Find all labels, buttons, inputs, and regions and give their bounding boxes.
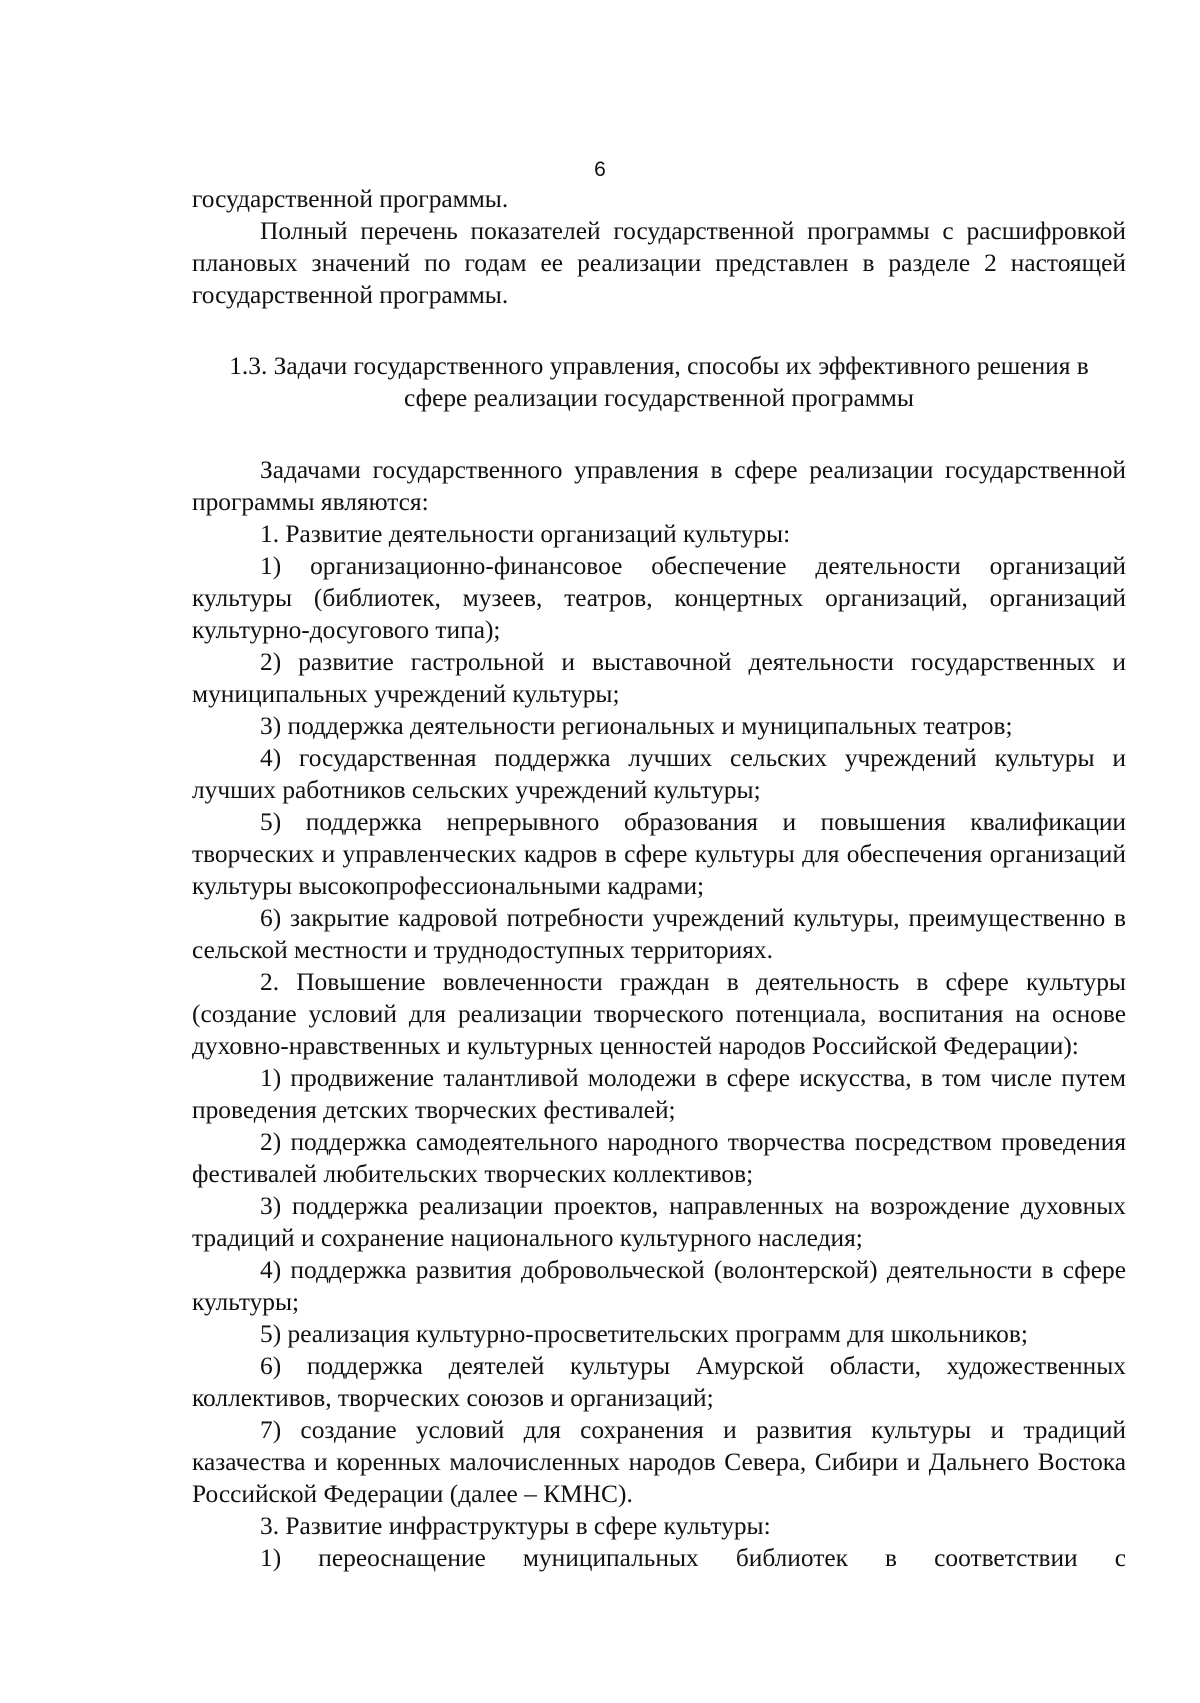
task-2-item-5: 5) реализация культурно-просветительских программ для школьников;	[260, 1320, 1028, 1348]
paragraph-indicators: Полный перечень показателей государственной программы с расшифровкой плановых значений по годам ее реализации представлен в разделе 2 настоящей государственной программы.	[192, 217, 1126, 309]
task-1-item-2: 2) развитие гастрольной и выставочной деятельности государственных и муниципальных учреждений культуры;	[192, 648, 1126, 708]
task-1-item-5: 5) поддержка непрерывного образования и повышения квалификации творческих и управленческих кадров в сфере культуры для обеспечения организаций культуры высокопрофессиональными кадрами;	[192, 808, 1126, 900]
task-2-item-6: 6) поддержка деятелей культуры Амурской области, художественных коллективов, творческих союзов и организаций;	[192, 1352, 1126, 1412]
section-heading-line-1: 1.3. Задачи государственного управления, способы их эффективного решения в	[229, 352, 1089, 380]
task-2-item-3: 3) поддержка реализации проектов, направленных на возрождение духовных традиций и сохранение национального культурного наследия;	[192, 1192, 1126, 1252]
task-1-item-6: 6) закрытие кадровой потребности учреждений культуры, преимущественно в сельской местности и труднодоступных территориях.	[192, 904, 1126, 964]
task-3-title: 3. Развитие инфраструктуры в сфере культуры:	[260, 1512, 771, 1540]
page-content	[192, 183, 1126, 1574]
section-heading	[192, 350, 1126, 414]
task-1-item-4: 4) государственная поддержка лучших сельских учреждений культуры и лучших работников сельских учреждений культуры;	[192, 744, 1126, 804]
page-number: 6	[594, 158, 606, 181]
section-heading-line-2: сфере реализации государственной программы	[404, 384, 914, 412]
spacer	[192, 311, 1126, 350]
task-2-item-2: 2) поддержка самодеятельного народного творчества посредством проведения фестивалей любительских творческих коллективов;	[192, 1128, 1126, 1188]
task-2-item-7: 7) создание условий для сохранения и развития культуры и традиций казачества и коренных малочисленных народов Севера, Сибири и Дальнего Востока Российской Федерации (далее – КМНС).	[192, 1416, 1126, 1508]
task-1-title: 1. Развитие деятельности организаций культуры:	[260, 520, 791, 548]
tasks-intro: Задачами государственного управления в сфере реализации государственной программы являются:	[192, 456, 1126, 516]
task-2-title: 2. Повышение вовлеченности граждан в деятельность в сфере культуры (создание условий для реализации творческого потенциала, воспитания на основе духовно-нравственных и культурных ценностей народов Российской Федерации):	[192, 968, 1126, 1060]
task-3-item-1: 1) переоснащение муниципальных библиотек в соответствии с	[260, 1544, 1126, 1572]
task-2-item-4: 4) поддержка развития добровольческой (волонтерской) деятельности в сфере культуры;	[192, 1256, 1126, 1316]
spacer	[192, 414, 1126, 454]
task-2-item-1: 1) продвижение талантливой молодежи в сфере искусства, в том числе путем проведения детских творческих фестивалей;	[192, 1064, 1126, 1124]
continued-line: государственной программы.	[192, 185, 509, 213]
task-1-item-1: 1) организационно-финансовое обеспечение деятельности организаций культуры (библиотек, музеев, театров, концертных организаций, организаций культурно-досугового типа);	[192, 552, 1126, 644]
task-1-item-3: 3) поддержка деятельности региональных и муниципальных театров;	[260, 712, 1013, 740]
